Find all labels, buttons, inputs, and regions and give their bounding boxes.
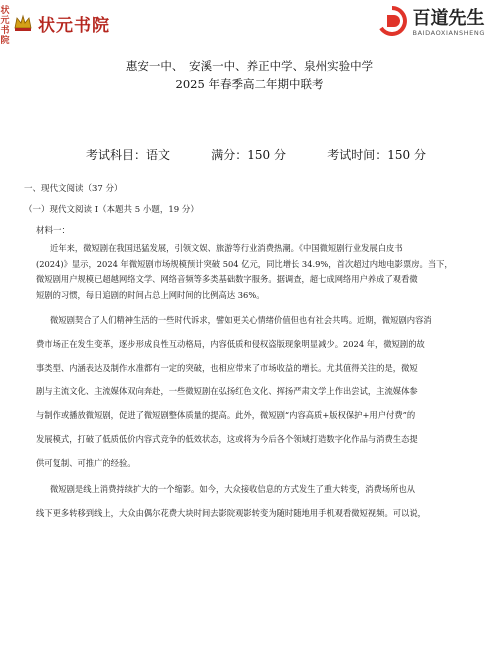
side-watermark: 状 元 书 院 bbox=[0, 6, 10, 46]
paragraph-1 bbox=[36, 241, 468, 303]
crown-icon bbox=[12, 12, 34, 34]
exam-time: 考试时间：150 分 bbox=[327, 148, 426, 162]
section-heading: 一、现代文阅读（37 分） bbox=[24, 184, 123, 194]
right-brand-sub: BAIDAOXIANSHENG bbox=[412, 29, 485, 37]
subsection-heading: （一）现代文阅读 Ⅰ（本题共 5 小题，19 分） bbox=[24, 205, 199, 215]
exam-meta bbox=[86, 146, 426, 163]
baidao-logo-icon bbox=[377, 6, 407, 40]
exam-subject: 考试科目：语文 bbox=[86, 148, 171, 162]
paragraph-line: 费市场正在发生变革，逐步形成良性互动格局，内容低质和侵权盗版现象明显减少。2024 年，微短剧的故 bbox=[36, 338, 425, 349]
exam-score: 满分：150 分 bbox=[211, 148, 286, 162]
right-brand-text bbox=[413, 9, 485, 37]
paragraph-3 bbox=[36, 478, 468, 526]
paragraph-line: 事类型、内涵表达及制作水准都有一定的突破，也相应带来了市场收益的增长。尤其值得关注的是，微短 bbox=[36, 362, 418, 373]
paragraph-line: 近年来，微短剧在我国迅猛发展，引领文娱、旅游等行业消费热潮。《中国微短剧行业发展白皮书 bbox=[50, 243, 403, 253]
paragraph-line: 发展模式，打破了低质低价内容式竞争的低效状态，这或将为今后各个领域打造数字化作品与消费生态提 bbox=[36, 433, 418, 444]
paragraph-line: 微短剧用户规模已超越网络文学、网络音频等多类基础数字服务。据调查，超七成网络用户养成了观看微 bbox=[36, 274, 418, 284]
paragraph-line: 短剧的习惯，每日追剧的时间占总上网时间的比例高达 36%。 bbox=[36, 289, 265, 300]
paragraph-line: 微短剧是线上消费持续扩大的一个缩影。如今，大众接收信息的方式发生了重大转变，消费场所也从 bbox=[50, 484, 416, 494]
paragraph-line: 供可复制、可推广的经验。 bbox=[36, 457, 136, 468]
left-brand-text: 状元书院 bbox=[38, 15, 110, 36]
right-brand-main: 百道先生 bbox=[412, 8, 485, 29]
material-label: 材料一： bbox=[36, 226, 71, 236]
paragraph-line: 与制作或播放微短剧，促进了微短剧整体质量的提高。此外，微短剧“内容高质+版权保护+用户付费”的 bbox=[36, 410, 416, 421]
right-brand bbox=[377, 4, 485, 42]
left-brand bbox=[12, 6, 110, 40]
paragraph-line: (2024)》显示，2024 年微短剧市场规模预计突破 504 亿元，同比增长 34.9%，首次超过内地电影票房。当下， bbox=[36, 258, 453, 269]
paragraph-line: 线下更多转移到线上，大众由偶尔花费大块时间去影院观影转变为随时随地用手机观看微短视频。可以说， bbox=[36, 507, 426, 518]
paragraph-2 bbox=[36, 309, 468, 476]
paragraph-line: 剧与主流文化、主流媒体双向奔赴，一些微短剧在弘扬红色文化、挥扬严肃文学上作出尝试，主流媒体参 bbox=[36, 386, 418, 397]
exam-term: 2025 年春季高二年期中联考 bbox=[175, 77, 324, 91]
exam-schools: 惠安一中、 安溪一中、养正中学、泉州实验中学 bbox=[125, 59, 374, 73]
paragraph-line: 微短剧契合了人们精神生活的一些时代诉求，譬如更关心情绪价值但也有社会共鸣。近期，微短剧内容消 bbox=[50, 315, 432, 325]
